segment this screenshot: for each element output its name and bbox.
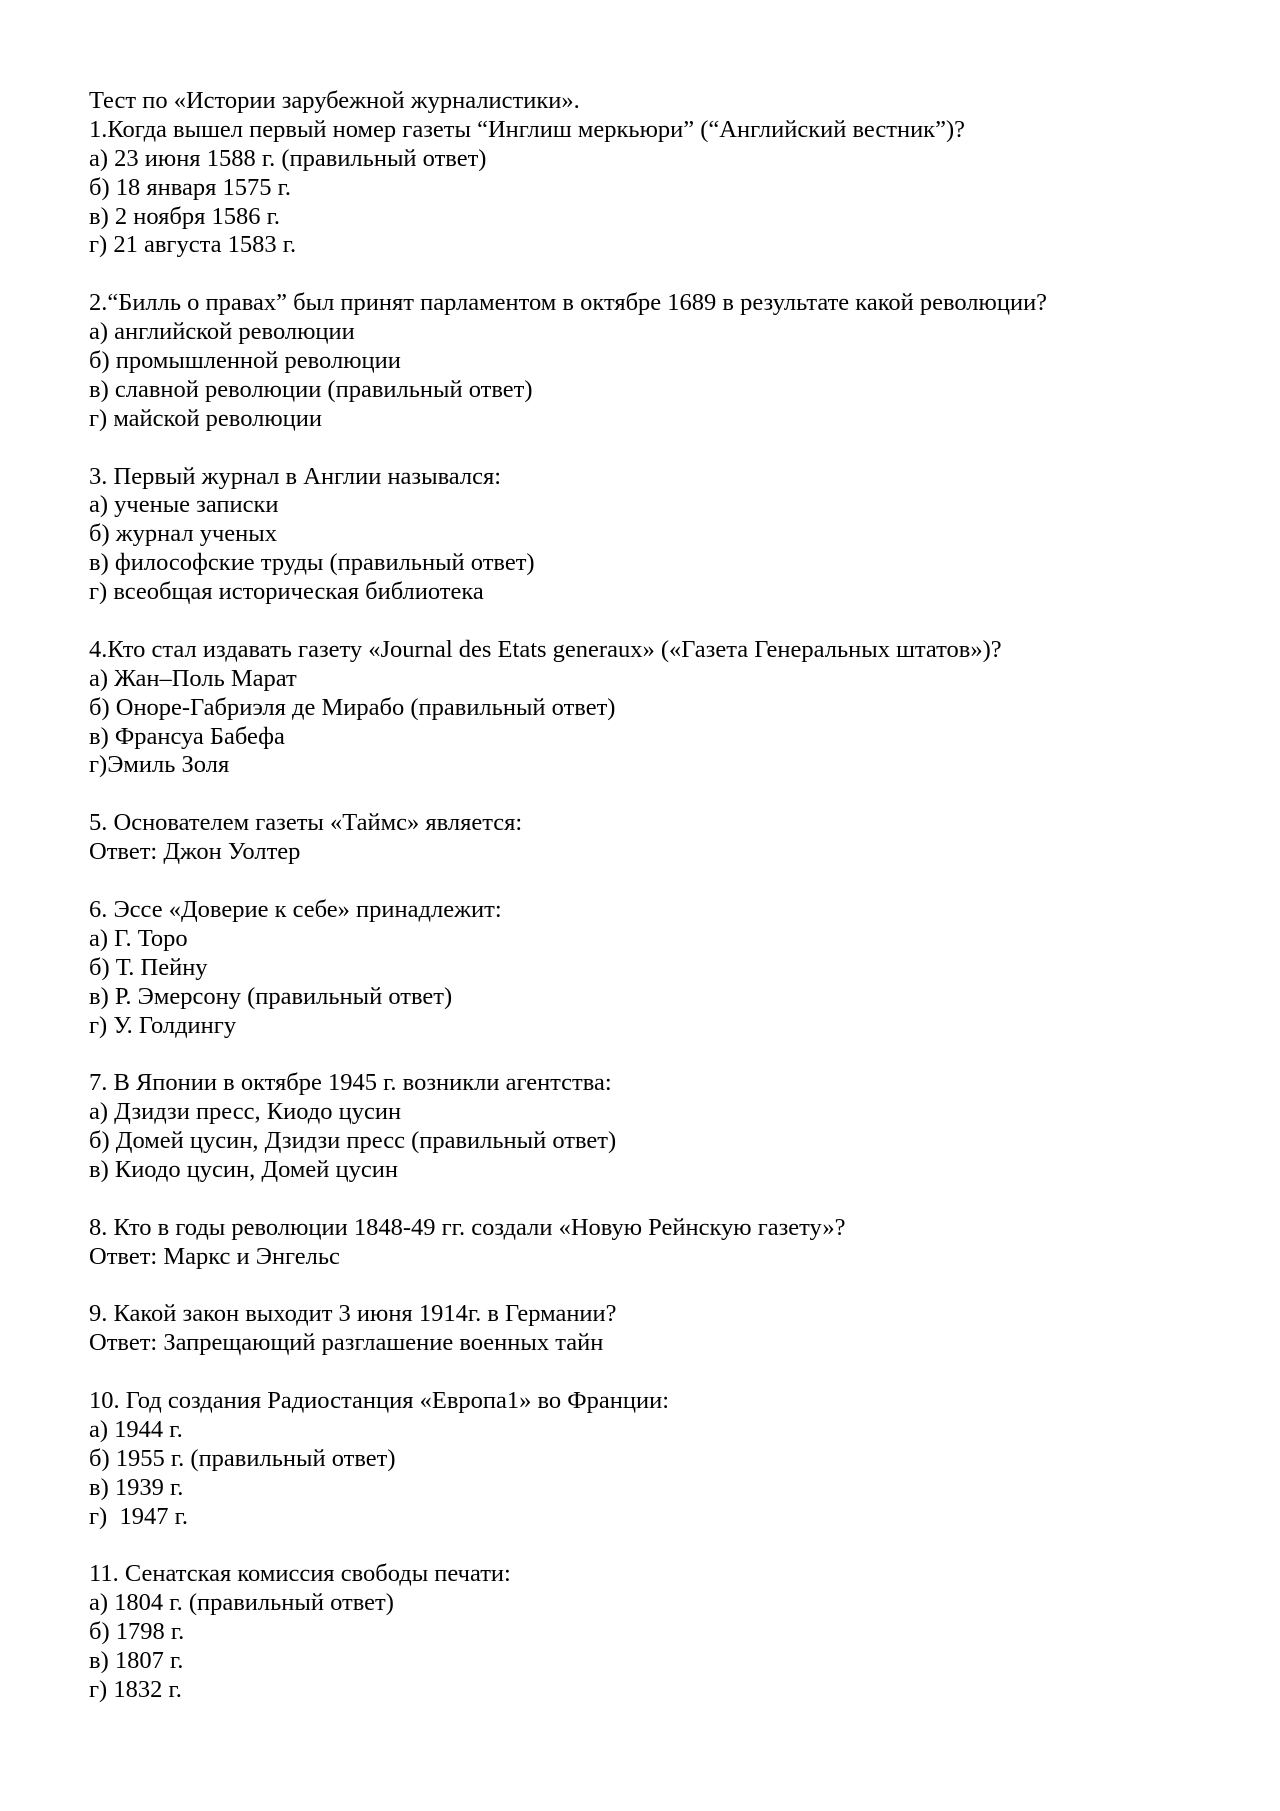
q4-option-d: г)Эмиль Золя [89, 751, 230, 779]
q3-option-c: в) философские труды (правильный ответ) [89, 549, 535, 577]
question-4: 4.Кто стал издавать газету «Journal des Etats generaux» («Газета Генеральных штатов»)? [89, 635, 1002, 663]
q10-option-a: а) 1944 г. [89, 1415, 183, 1443]
spacer [89, 780, 1209, 809]
q3-option-a: а) ученые записки [89, 491, 279, 519]
q2-option-d: г) майской революции [89, 404, 322, 432]
q6-option-c: в) Р. Эмерсону (правильный ответ) [89, 982, 453, 1010]
q6-option-a: а) Г. Торо [89, 924, 188, 952]
q7-option-a: а) Дзидзи пресс, Киодо цусин [89, 1098, 402, 1126]
q1-option-b: б) 18 января 1575 г. [89, 173, 292, 201]
q11-option-c: в) 1807 г. [89, 1647, 184, 1675]
q11-option-a: а) 1804 г. (правильный ответ) [89, 1589, 394, 1617]
document-content [89, 87, 1209, 1705]
document-title: Тест по «Истории зарубежной журналистики». [89, 87, 580, 114]
spacer [89, 1185, 1209, 1214]
q3-option-b: б) журнал ученых [89, 520, 277, 548]
q1-option-d: г) 21 августа 1583 г. [89, 231, 297, 259]
q1-option-a: а) 23 июня 1588 г. (правильный ответ) [89, 144, 487, 172]
spacer [89, 434, 1209, 463]
q4-option-a: а) Жан–Поль Марат [89, 664, 297, 692]
q4-option-c: в) Франсуа Бабефа [89, 722, 285, 750]
q3-option-d: г) всеобщая историческая библиотека [89, 578, 484, 606]
spacer [89, 1358, 1209, 1387]
q1-option-c: в) 2 ноября 1586 г. [89, 202, 281, 230]
question-8: 8. Кто в годы революции 1848-49 гг. создали «Новую Рейнскую газету»? [89, 1213, 846, 1241]
q11-option-b: б) 1798 г. [89, 1618, 185, 1646]
spacer [89, 260, 1209, 289]
question-11: 11. Сенатская комиссия свободы печати: [89, 1560, 511, 1588]
q5-answer: Ответ: Джон Уолтер [89, 838, 301, 866]
spacer [89, 1532, 1209, 1561]
question-3: 3. Первый журнал в Англии назывался: [89, 462, 502, 490]
question-9: 9. Какой закон выходит 3 июня 1914г. в Германии? [89, 1300, 617, 1328]
spacer [89, 867, 1209, 896]
q4-option-b: б) Оноре-Габриэля де Мирабо (правильный ответ) [89, 693, 616, 721]
q2-option-a: а) английской революции [89, 318, 355, 346]
q10-option-b: б) 1955 г. (правильный ответ) [89, 1444, 396, 1472]
q2-option-b: б) промышленной революции [89, 347, 401, 375]
q9-answer: Ответ: Запрещающий разглашение военных тайн [89, 1329, 604, 1357]
question-1: 1.Когда вышел первый номер газеты “Инглиш меркьюри” (“Английский вестник”)? [89, 115, 965, 143]
spacer [89, 1040, 1209, 1069]
q6-option-b: б) Т. Пейну [89, 953, 208, 981]
q10-option-c: в) 1939 г. [89, 1473, 184, 1501]
q10-option-d: г) 1947 г. [89, 1502, 188, 1530]
question-10: 10. Год создания Радиостанция «Европа1» во Франции: [89, 1387, 670, 1415]
q7-option-c: в) Киодо цусин, Домей цусин [89, 1155, 398, 1183]
question-5: 5. Основателем газеты «Таймс» является: [89, 809, 523, 837]
q6-option-d: г) У. Голдингу [89, 1011, 237, 1039]
question-6: 6. Эссе «Доверие к себе» принадлежит: [89, 895, 502, 923]
q11-option-d: г) 1832 г. [89, 1675, 182, 1703]
question-7: 7. В Японии в октябре 1945 г. возникли агентства: [89, 1069, 612, 1097]
spacer [89, 607, 1209, 636]
q2-option-c: в) славной революции (правильный ответ) [89, 375, 533, 403]
q8-answer: Ответ: Маркс и Энгельс [89, 1242, 340, 1270]
question-2: 2.“Билль о правах” был принят парламентом в октябре 1689 в результате какой революции? [89, 289, 1048, 317]
spacer [89, 1272, 1209, 1301]
q7-option-b: б) Домей цусин, Дзидзи пресс (правильный ответ) [89, 1127, 617, 1155]
